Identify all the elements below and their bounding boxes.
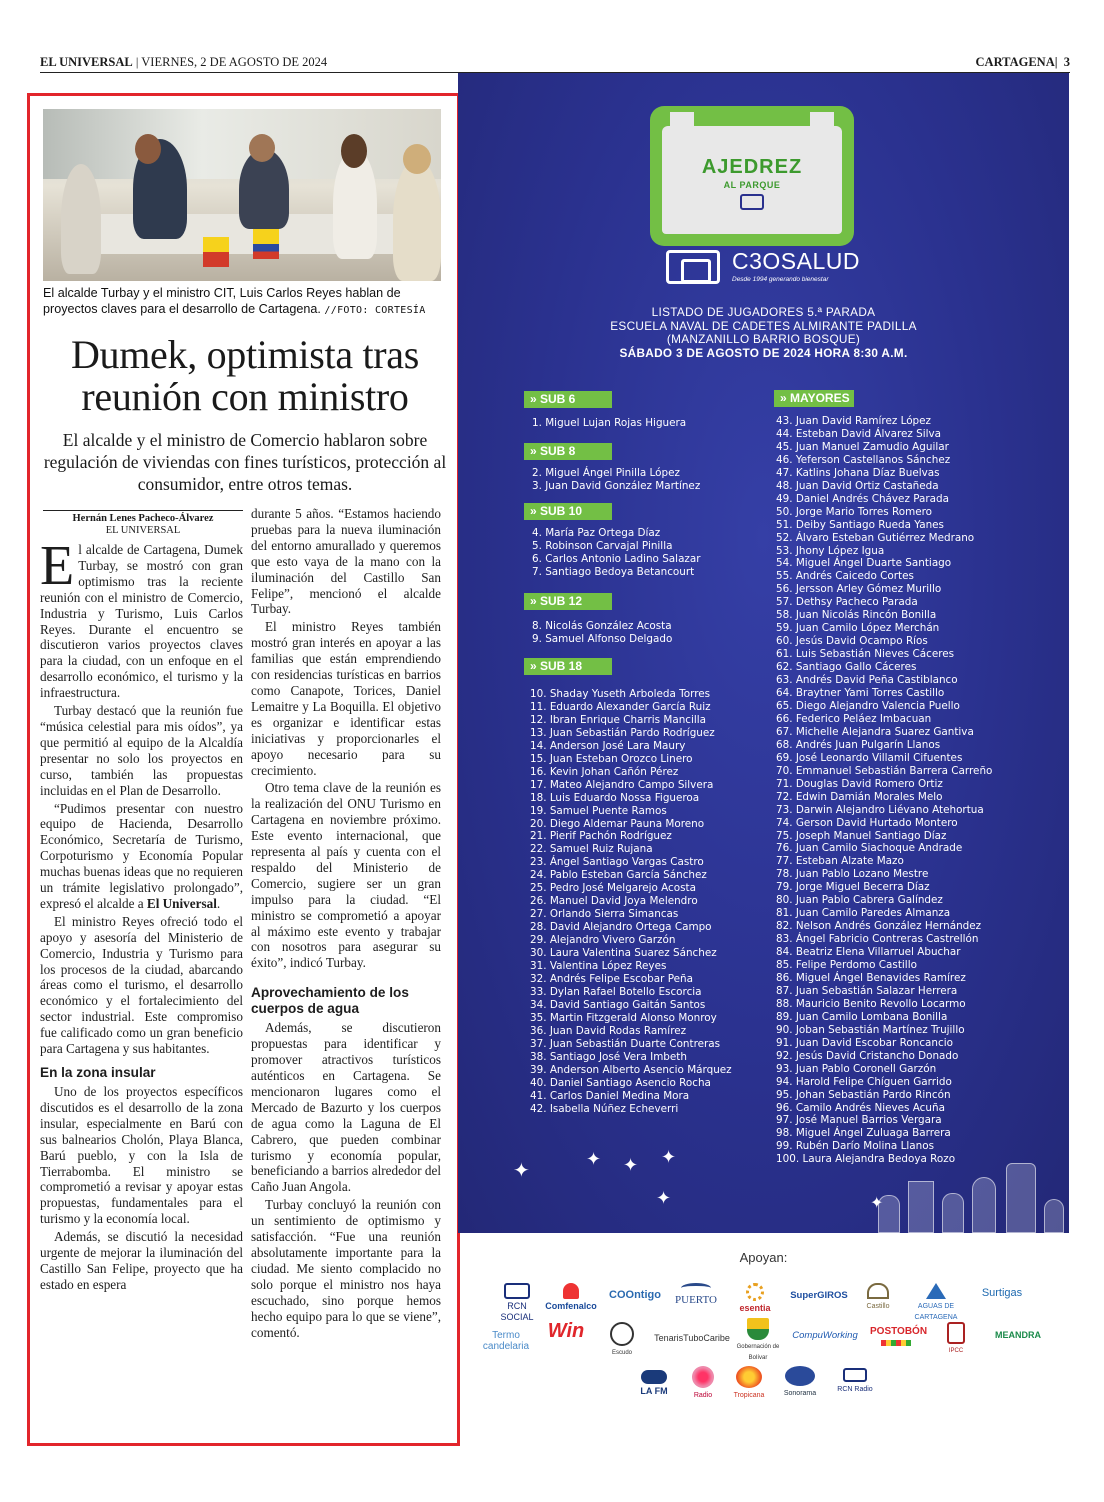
article-column-2 xyxy=(251,506,441,1342)
player-entry: 39. Anderson Alberto Asencio Márquez xyxy=(530,1063,732,1076)
ad-heading-date: SÁBADO 3 DE AGOSTO DE 2024 HORA 8:30 A.M. xyxy=(619,345,908,360)
player-entry: 67. Michelle Alejandra Suarez Gantiva xyxy=(776,725,974,738)
player-entry: 13. Juan Sebastián Pardo Rodríguez xyxy=(530,726,715,739)
photo-person xyxy=(61,164,101,274)
player-entry: 48. Juan David Ortiz Castañeda xyxy=(776,479,939,492)
player-entry: 75. Joseph Manuel Santiago Díaz xyxy=(776,829,947,842)
logo-text: Termo candelaria xyxy=(482,1330,530,1352)
paragraph: El ministro Reyes también mostró gran interés en apoyar a las familias que están emprendiendo con residencias turísticas en barrios como Canapote, Torices, Daniel Lemaitre y La Boquilla. El objetivo es organizar e identificar estas iniciativas y proporcionarles el apoyo necesario para su crecimiento. xyxy=(251,619,441,778)
category-sub18: » SUB 18 xyxy=(524,658,612,675)
wave-icon xyxy=(681,1283,711,1293)
player-entry: 52. Álvaro Esteban Gutiérrez Medrano xyxy=(776,531,975,544)
logo-text: Gobernación de Bolívar xyxy=(736,1344,780,1361)
pawn-icon xyxy=(878,1195,900,1233)
player-entry: 14. Anderson José Lara Maury xyxy=(530,739,686,752)
category-sub6: » SUB 6 xyxy=(524,391,612,408)
photo-credit: //FOTO: CORTESÍA xyxy=(324,305,426,316)
logo-text: COOntigo xyxy=(609,1289,661,1301)
flag-icon xyxy=(203,237,229,267)
player-entry: 37. Juan Sebastián Duarte Contreras xyxy=(530,1037,721,1050)
player-entry: 46. Yeferson Castellanos Sánchez xyxy=(776,453,951,466)
player-entry: 74. Gerson David Hurtado Montero xyxy=(776,816,958,829)
player-list-sub6 xyxy=(532,417,686,430)
player-entry: 34. David Santiago Gaitán Santos xyxy=(530,998,706,1011)
paragraph-text: l alcalde de Cartagena, Dumek Turbay, se mostró con gran optimismo tras la reciente reunión con el ministro de Comercio, Industria y Turismo, Luis Carlos Reyes. Durante el encuentro se discutieron varios proyectos claves para la ciudad, con un enfoque en el desarrollo económico, el turismo y la infraestructura. xyxy=(40,542,243,701)
player-entry: 8. Nicolás González Acosta xyxy=(532,620,672,632)
article-box xyxy=(27,93,460,1446)
shield-icon xyxy=(747,1318,769,1340)
logo-title: AJEDREZ xyxy=(701,156,803,178)
player-entry: 30. Laura Valentina Suarez Sánchez xyxy=(530,947,717,960)
player-entry: 44. Esteban David Álvarez Silva xyxy=(776,427,942,440)
player-entry: 66. Federico Peláez Imbacuan xyxy=(776,712,932,725)
radio-icon xyxy=(641,1370,667,1384)
player-entry: 70. Emmanuel Sebastián Barrera Carreño xyxy=(776,764,993,777)
supporter-logo xyxy=(990,1330,1046,1341)
rcn-icon xyxy=(843,1368,867,1382)
player-entry: 47. Katlins Johana Díaz Buelvas xyxy=(776,466,940,479)
tower-icon xyxy=(670,112,694,128)
radio-icon xyxy=(785,1366,815,1386)
supporter-logo xyxy=(906,1283,966,1323)
logo-text: TenarisTuboCaribe xyxy=(654,1333,730,1343)
player-entry: 10. Shaday Yuseth Arboleda Torres xyxy=(530,688,711,700)
photo-person xyxy=(135,134,161,164)
player-entry: 49. Daniel Andrés Chávez Parada xyxy=(776,492,949,505)
logo-text: Tropicana xyxy=(733,1392,765,1399)
player-entry: 11. Eduardo Alexander García Ruiz xyxy=(530,700,711,713)
logo-text: AGUAS DE CARTAGENA xyxy=(914,1303,958,1321)
player-entry: 50. Jorge Mario Torres Romero xyxy=(776,505,932,518)
player-entry: 5. Robinson Carvajal Pinilla xyxy=(532,539,673,552)
supporter-logo xyxy=(830,1368,880,1395)
ad-heading-line: (MANZANILLO BARRIO BOSQUE) xyxy=(666,332,861,346)
paragraph: Turbay destacó que la reunión fue “música celestial para mis oídos”, ya que permitió al equipo de la Alcaldía presentar no solo los proyectos en curso, también las propuestas incluidas en el Plan de Desarrollo. xyxy=(40,703,243,798)
supporter-logo xyxy=(478,1330,534,1352)
supporter-logo xyxy=(730,1366,768,1401)
paper-name: EL UNIVERSAL xyxy=(40,55,133,69)
player-entry: 64. Braytner Yami Torres Castillo xyxy=(776,687,945,700)
masthead-left: EL UNIVERSAL | VIERNES, 2 DE AGOSTO DE 2024 xyxy=(40,55,328,69)
section-name: CARTAGENA xyxy=(975,55,1055,69)
supporter-logo xyxy=(492,1283,542,1323)
logo-text: Win xyxy=(547,1320,585,1342)
drop-cap: E xyxy=(40,535,75,597)
paragraph: El ministro Reyes ofreció todo el apoyo y asesoría del Ministerio de Comercio, Industria y Turismo para los procesos de la ciudad, abarcando áreas como el turismo, el desarrollo económico y el fortalecimiento del sector industrial. Este compromiso fue calificado como un gran beneficio para Cartagena y sus habitantes. xyxy=(40,913,243,1057)
player-entry: 83. Ángel Fabricio Contreras Castrellón xyxy=(776,933,979,946)
player-entry: 92. Jesús David Cristancho Donado xyxy=(776,1049,959,1062)
ajedrez-logo xyxy=(650,106,854,246)
player-entry: 78. Juan Pablo Lozano Mestre xyxy=(776,868,929,881)
player-entry: 62. Santiago Gallo Cáceres xyxy=(776,661,917,674)
chess-ad xyxy=(458,73,1069,1233)
player-entry: 90. Joban Sebastián Martínez Trujillo xyxy=(776,1023,965,1036)
player-entry: 63. Andrés David Peña Castiblanco xyxy=(776,674,958,687)
player-entry: 84. Beatriz Elena Villarruel Abuchar xyxy=(776,946,961,959)
supporter-logo xyxy=(672,1283,720,1306)
logo-text: POSTOBÓN xyxy=(870,1326,928,1337)
player-entry: 40. Daniel Santiago Asencio Rocha xyxy=(530,1076,711,1089)
rook-icon xyxy=(908,1181,934,1233)
sun-icon xyxy=(746,1283,764,1301)
player-entry: 6. Carlos Antonio Ladino Salazar xyxy=(532,552,701,565)
player-entry: 89. Juan Camilo Lombana Bonilla xyxy=(776,1010,948,1023)
player-entry: 51. Deiby Santiago Rueda Yanes xyxy=(776,518,944,531)
sponsor-name: C3OSALUD xyxy=(732,248,860,274)
sparkle-icon: ✦ xyxy=(586,1149,602,1170)
sponsor-logos xyxy=(666,248,866,288)
radio-icon xyxy=(736,1366,762,1388)
supporter-logo xyxy=(728,1283,782,1314)
sparkle-icon: ✦ xyxy=(661,1147,677,1168)
player-entry: 76. Juan Camilo Siachoque Andrade xyxy=(776,842,963,855)
supporter-logo xyxy=(636,1370,672,1397)
player-entry: 72. Edwin Damián Morales Melo xyxy=(776,790,943,803)
category-mayores: » MAYORES xyxy=(774,390,854,407)
player-entry: 32. Andrés Felipe Escobar Peña xyxy=(530,972,693,985)
player-entry: 71. Douglas David Romero Ortiz xyxy=(776,777,943,790)
supporter-logo xyxy=(686,1366,720,1401)
player-entry: 69. José Leonardo Villamil Cifuentes xyxy=(776,751,963,764)
category-sub8: » SUB 8 xyxy=(524,443,612,460)
rcn-icon xyxy=(504,1283,530,1299)
player-entry: 23. Ángel Santiago Vargas Castro xyxy=(530,856,704,869)
sponsor-tagline: Desde 1994 generando bienestar xyxy=(732,276,829,283)
logo-text: RCN SOCIAL xyxy=(500,1301,534,1322)
supporter-logo xyxy=(542,1283,600,1312)
ad-heading-line: ESCUELA NAVAL DE CADETES ALMIRANTE PADILLA xyxy=(610,318,917,333)
logo-text: Surtigas xyxy=(981,1287,1023,1299)
player-entry: 99. Rubén Darío Molina Llanos xyxy=(776,1140,934,1153)
player-entry: 86. Miguel Ángel Benavides Ramírez xyxy=(776,971,966,984)
rcn-icon xyxy=(740,194,764,210)
pawn-icon xyxy=(1044,1199,1064,1233)
player-entry: 16. Kevin Johan Cañón Pérez xyxy=(530,765,679,778)
player-entry: 93. Juan Pablo Coronell Garzón xyxy=(776,1062,937,1075)
player-entry: 59. Juan Camilo López Merchán xyxy=(776,622,940,635)
player-entry: 98. Miguel Ángel Zuluaga Barrera xyxy=(776,1127,951,1140)
player-entry: 20. Diego Aldemar Pauna Moreno xyxy=(530,817,705,830)
byline xyxy=(43,510,243,537)
player-entry: 79. Jorge Miguel Becerra Díaz xyxy=(776,881,930,894)
player-entry: 61. Luis Sebastián Nieves Cáceres xyxy=(776,648,955,661)
category-sub10: » SUB 10 xyxy=(524,503,612,520)
player-entry: 81. Juan Camilo Paredes Almanza xyxy=(776,907,951,920)
player-entry: 97. José Manuel Barrios Vergara xyxy=(776,1114,942,1127)
player-entry: 31. Valentina López Reyes xyxy=(530,960,667,973)
player-entry: 7. Santiago Bedoya Betancourt xyxy=(532,565,695,578)
player-entry: 21. Pierif Pachón Rodríguez xyxy=(530,830,672,843)
player-list-sub10 xyxy=(532,527,701,579)
player-list-sub12 xyxy=(532,620,672,646)
player-entry: 54. Miguel Ángel Duarte Santiago xyxy=(776,557,952,570)
pawn-icon xyxy=(942,1193,964,1233)
player-entry: 80. Juan Pablo Cabrera Galíndez xyxy=(776,894,943,907)
subheadline: El alcalde y el ministro de Comercio hablaron sobre regulación de viviendas con fines turísticos, protección al consumidor, entre otros temas. xyxy=(43,430,447,494)
player-entry: 15. Juan Esteban Orozco Linero xyxy=(530,752,693,765)
player-entry: 22. Samuel Ruiz Rujana xyxy=(530,843,653,856)
player-entry: 55. Andrés Caicedo Cortes xyxy=(776,570,914,583)
logo-text: IPCC xyxy=(948,1348,964,1354)
supporter-logo xyxy=(605,1290,665,1301)
paragraph: Uno de los proyectos específicos discutidos es el desarrollo de la zona insular, especialmente en Barú con sus balnearios Cholón, Playa Blanca, Barú pueblo, y con la Isla de Tierrabomba. El ministro se comprometió a revisar y apoyar estas propuestas, fundamentales para el turismo y la economía local. xyxy=(40,1084,243,1227)
photo-person xyxy=(249,134,275,162)
player-entry: 45. Juan Manuel Zamudio Aguilar xyxy=(776,440,949,453)
supporter-logo xyxy=(736,1318,780,1364)
logo-text: PUERTO xyxy=(675,1294,717,1306)
logo-text: esentia xyxy=(739,1303,771,1313)
player-entry: 100. Laura Alejandra Bedoya Rozo xyxy=(776,1153,956,1166)
house-icon xyxy=(563,1283,579,1299)
player-entry: 41. Carlos Daniel Medina Mora xyxy=(530,1089,690,1102)
player-entry: 88. Mauricio Benito Revollo Locarmo xyxy=(776,997,966,1010)
logo-text: Radio xyxy=(693,1392,713,1399)
section-heading: Aprovechamiento de los cuerpos de agua xyxy=(251,985,409,1017)
supporter-logo xyxy=(936,1322,976,1357)
paragraph-text: “Pudimos presentar con nuestro equipo de Hacienda, Desarrollo Económico, Secretaría de Turismo, Corpoturismo y Economía Popular muchas buenas ideas que no requieren un trámite legislativo prolongado”, expresó el alcalde a xyxy=(40,800,243,911)
outlet-name: EL UNIVERSAL xyxy=(105,525,181,536)
player-entry: 1. Miguel Lujan Rojas Higuera xyxy=(532,417,687,429)
logo-text: MEANDRA xyxy=(995,1330,1041,1340)
sparkle-icon: ✦ xyxy=(870,1193,884,1212)
player-entry: 95. Johan Sebastián Pardo Rincón xyxy=(776,1088,951,1101)
player-entry: 43. Juan David Ramírez López xyxy=(776,415,932,427)
player-entry: 68. Andrés Juan Pulgarín Llanos xyxy=(776,738,941,751)
player-list-sub18 xyxy=(530,688,732,1115)
logo-text: RCN Radio xyxy=(837,1386,873,1393)
player-entry: 33. Dylan Rafael Botello Escorcia xyxy=(530,985,702,998)
player-entry: 94. Harold Felipe Chíguen Garrido xyxy=(776,1075,952,1088)
article-photo xyxy=(43,109,441,281)
masthead-right: CARTAGENA| 3 xyxy=(975,55,1070,69)
supporter-logo xyxy=(790,1290,848,1301)
ad-heading xyxy=(458,306,1069,360)
logo-text: Sonorama xyxy=(783,1390,817,1397)
paragraph xyxy=(40,535,243,701)
player-entry: 73. Darwin Alejandro Liévano Atehortua xyxy=(776,803,984,816)
paragraph: Otro tema clave de la reunión es la realización del ONU Turismo en Cartagena en noviembre próximo. Este evento internacional, que representa al país y cuenta con el respaldo del Ministerio de Comercio, sugiere ser un gran impulso para la ciudad. “El ministro se comprometió a apoyar al máximo este evento y trabajar con nosotros para asegurar su éxito”, indicó Turbay. xyxy=(251,780,441,971)
player-entry: 9. Samuel Alfonso Delgado xyxy=(532,632,673,645)
supporter-logo xyxy=(606,1322,638,1359)
supporter-logo xyxy=(972,1288,1032,1299)
logo-text: Comfenalco xyxy=(545,1301,597,1311)
player-entry: 38. Santiago José Vera Imbeth xyxy=(530,1050,687,1063)
caption-text: El alcalde Turbay y el ministro CIT, Luis Carlos Reyes hablan de proyectos claves para el desarrollo de Cartagena. xyxy=(43,286,401,316)
castle-icon xyxy=(867,1283,889,1299)
player-entry: 87. Juan Sebastián Salazar Herrera xyxy=(776,984,958,997)
rcn-logo-icon xyxy=(666,250,720,284)
logo-text: SuperGIROS xyxy=(790,1290,848,1301)
radio-icon xyxy=(692,1366,714,1388)
drop-icon xyxy=(926,1283,946,1299)
photo-person xyxy=(341,134,367,168)
bishop-icon xyxy=(972,1177,996,1233)
supporters-title: Apoyan: xyxy=(739,1250,788,1265)
section-heading: En la zona insular xyxy=(40,1065,156,1080)
photo-person xyxy=(403,144,431,174)
sparkle-icon: ✦ xyxy=(656,1188,672,1209)
sparkle-icon: ✦ xyxy=(623,1155,639,1176)
player-entry: 60. Jesús David Ocampo Ríos xyxy=(776,635,928,648)
tower-icon xyxy=(810,112,834,128)
paragraph: “Pudimos presentar con nuestro equipo de Hacienda, Desarrollo Económico, Secretaría de Turismo, Corpoturismo y Economía Popular muchas buenas ideas que no requieren un trámite legislativo prolongado”, expresó el alcalde a El Universal. xyxy=(40,800,243,911)
player-entry: 12. Ibran Enrique Charris Mancilla xyxy=(530,713,707,726)
player-entry: 2. Miguel Ángel Pinilla López xyxy=(532,467,680,479)
player-entry: 27. Orlando Sierra Simancas xyxy=(530,908,679,921)
chess-pieces-icon xyxy=(878,1148,1068,1233)
player-list-mayores xyxy=(776,415,992,1166)
logo-text: CompuWorking xyxy=(792,1330,858,1341)
player-entry: 56. Jersson Arley Gómez Murillo xyxy=(776,583,942,596)
player-entry: 42. Isabella Núñez Echeverri xyxy=(530,1102,679,1115)
player-entry: 36. Juan David Rodas Ramírez xyxy=(530,1024,687,1037)
supporter-logo xyxy=(544,1320,588,1342)
player-entry: 19. Samuel Puente Ramos xyxy=(530,804,667,817)
player-entry: 17. Mateo Alejandro Campo Silvera xyxy=(530,778,714,791)
player-entry: 58. Juan Nicolás Rincón Bonilla xyxy=(776,609,937,622)
supporter-logo xyxy=(654,1333,730,1344)
logo-subtitle: AL PARQUE xyxy=(723,180,781,190)
player-entry: 77. Esteban Alzate Mazo xyxy=(776,855,904,868)
paragraph: Además, se discutieron propuestas para identificar y promover atractivos turísticos auténticos en Cartagena. Se mencionaron lugares como el Mercado de Bazurto y los cuerpos de agua como la Laguna de El Cabrero, que pueden combinar turismo y economía popular, beneficiando a barrios alrededor del Caño Juan Angola. xyxy=(251,1020,441,1195)
player-entry: 85. Felipe Perdomo Castillo xyxy=(776,959,917,972)
photo-person xyxy=(393,159,441,281)
supporter-logo xyxy=(778,1366,822,1399)
article-column-1 xyxy=(40,535,243,1295)
logo-text: Castillo xyxy=(866,1303,890,1310)
player-entry: 82. Nelson Andrés González Hernández xyxy=(776,920,982,933)
seal-icon xyxy=(610,1322,634,1346)
issue-date: VIERNES, 2 DE AGOSTO DE 2024 xyxy=(141,55,328,69)
supporter-logo xyxy=(856,1283,900,1312)
emblem-icon xyxy=(947,1322,965,1344)
player-entry: 18. Luis Eduardo Nossa Figueroa xyxy=(530,791,700,804)
logo-text: Escudo xyxy=(611,1350,632,1356)
paragraph: durante 5 años. “Estamos haciendo pruebas para la nueva iluminación del entorno amurallado y queremos que esto vaya de la mano con la iluminación del Castillo San Felipe”, mencionó el alcalde Turbay. xyxy=(251,506,441,617)
player-entry: 29. Alejandro Vivero Garzón xyxy=(530,934,676,947)
player-entry: 96. Camilo Andrés Nieves Acuña xyxy=(776,1101,945,1114)
supporter-logo xyxy=(870,1326,928,1348)
logo-text: LA FM xyxy=(640,1386,668,1396)
player-entry: 57. Dethsy Pacheco Parada xyxy=(776,596,918,609)
supporter-logo xyxy=(790,1330,860,1341)
outlet-mention: El Universal xyxy=(146,895,217,911)
player-entry: 65. Diego Alejandro Valencia Puello xyxy=(776,699,960,712)
bars-icon xyxy=(881,1340,911,1346)
ad-heading-line: LISTADO DE JUGADORES 5.ª PARADA xyxy=(651,305,876,319)
author-name: Hernán Lenes Pacheco-Álvarez xyxy=(72,513,214,524)
page-number: 3 xyxy=(1063,55,1070,69)
player-entry: 28. David Alejandro Ortega Campo xyxy=(530,921,712,934)
player-entry: 53. Jhony López Igua xyxy=(776,544,885,557)
player-entry: 25. Pedro José Melgarejo Acosta xyxy=(530,882,696,895)
photo-caption xyxy=(43,285,443,319)
player-entry: 4. María Paz Ortega Díaz xyxy=(532,527,661,539)
sparkle-icon: ✦ xyxy=(513,1158,530,1182)
player-entry: 3. Juan David González Martínez xyxy=(532,479,701,492)
paragraph: Además, se discutió la necesidad urgente de mejorar la iluminación del Castillo San Felipe, proyecto que ha estado en espera xyxy=(40,1229,243,1292)
player-entry: 35. Martin Fitzgerald Alonso Monroy xyxy=(530,1011,717,1024)
player-entry: 91. Juan David Escobar Roncancio xyxy=(776,1036,953,1049)
castle-icon xyxy=(662,126,842,234)
flag-icon xyxy=(253,229,279,259)
king-icon xyxy=(1006,1163,1036,1233)
category-sub12: » SUB 12 xyxy=(524,593,612,610)
player-entry: 26. Manuel David Joya Melendro xyxy=(530,895,698,908)
headline: Dumek, optimista tras reunión con ministro xyxy=(70,332,420,419)
paragraph: Turbay concluyó la reunión con un sentimiento de optimismo y satisfacción. “Fue una reunión absolutamente importante para la ciudad. Me siento complacido no solo porque el ministro nos haya escuchado, sino porque hemos hecho equipo para lo que se viene”, comentó. xyxy=(251,1197,441,1340)
player-entry: 24. Pablo Esteban García Sánchez xyxy=(530,869,707,882)
player-list-sub8 xyxy=(532,467,700,493)
